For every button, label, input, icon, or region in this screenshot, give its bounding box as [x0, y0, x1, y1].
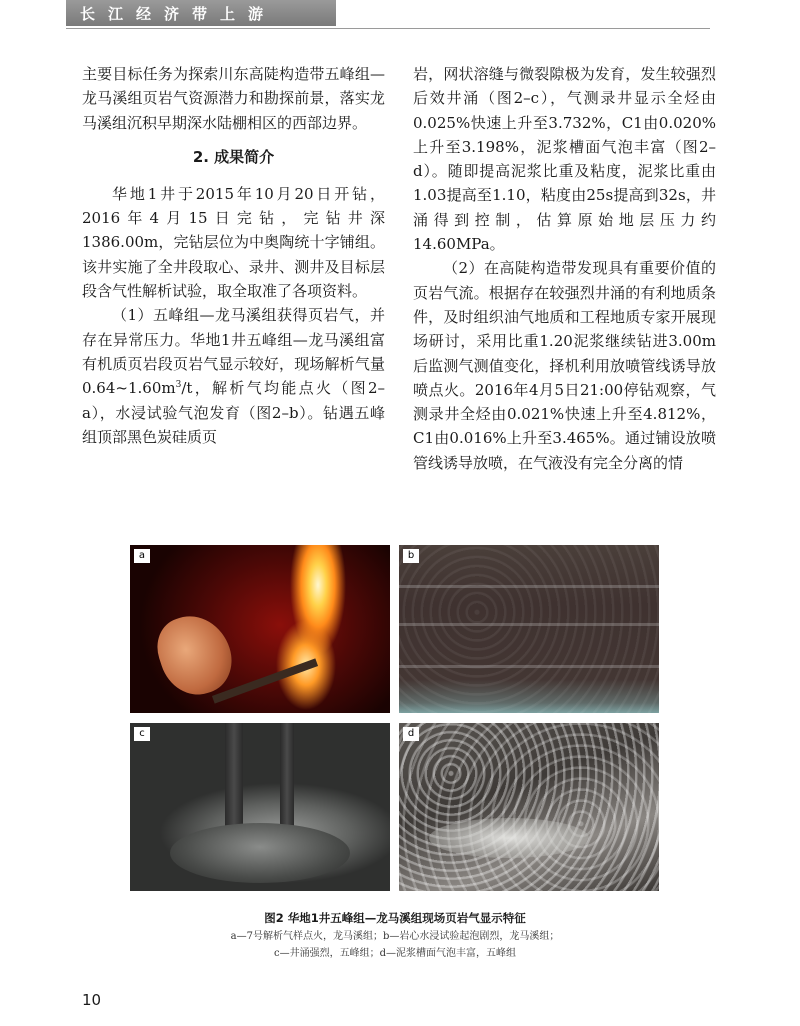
photo-label-a: a	[134, 549, 150, 563]
foam-shape	[429, 818, 589, 858]
photo-label-b: b	[403, 549, 419, 563]
bubble-streak	[399, 623, 659, 626]
running-header-title: 长江经济带上游	[80, 5, 277, 23]
page-number: 10	[82, 991, 102, 1009]
figure-photo-c-well-kick	[130, 723, 390, 891]
paragraph-2-text-start: （1）五峰组—龙马溪组获得页岩气，并存在异常压力。华地1井五峰组—龙马溪组富有机质页岩段页岩气显示较好，现场解析气量0.64~1.60m	[82, 306, 385, 398]
section-heading: 2. 成果简介	[192, 147, 275, 166]
results-paragraph-3: （2）在高陡构造带发现具有重要价值的页岩气流。根据存在较强烈井涌的有利地质条件，及时组织油气地质和工程地质专家开展现场研讨，采用比重1.20泥浆继续钻进3.00m后监测气测值变化，择机利用放喷管线诱导放喷点火。2016年4月5日21:00停钻观察，气测录井全烃由0.021%快速上升至4.812%，C1由0.016%上升至3.465%。通过铺设放喷管线诱导放喷，在气液没有完全分离的情	[413, 259, 716, 472]
figure-caption-line-1: a—7号解析气样点火，龙马溪组；b—岩心水浸试验起泡剧烈，龙马溪组；	[230, 931, 560, 942]
wellhead-shape	[170, 823, 350, 883]
header-rule	[66, 28, 710, 29]
results-paragraph-2	[82, 303, 385, 449]
photo-label-c: c	[134, 727, 150, 741]
paragraph-2-text-end: /t，解析气均能点火（图2–a），水浸试验气泡发育（图2–b）。钻遇五峰组顶部黑色炭硅质页	[82, 379, 385, 446]
intro-paragraph: 主要目标任务为探索川东高陡构造带五峰组—龙马溪组页岩气资源潜力和勘探前景，落实龙马溪组沉积早期深水陆棚相区的西部边界。	[82, 65, 385, 132]
figure-caption-title: 图2 华地1井五峰组—龙马溪组现场页岩气显示特征	[264, 911, 526, 925]
figure-photo-b-core-bubbles	[399, 545, 659, 713]
right-text-column	[413, 62, 716, 475]
results-paragraph-1: 华地1井于2015年10月20日开钻，2016年4月15日完钻，完钻井深1386.00m，完钻层位为中奥陶统十字铺组。该井实施了全井段取心、录井、测井及目标层段含气性解析试验，取全取准了各项资料。	[82, 184, 385, 301]
continued-paragraph: 岩，网状溶缝与微裂隙极为发育，发生较强烈后效井涌（图2–c），气测录井显示全烃由0.025%快速上升至3.732%，C1由0.020%上升至3.198%，泥浆槽面气泡丰富（图2–d）。随即提高泥浆比重及粘度，泥浆比重由1.03提高至1.10，粘度由25s提高到32s，井涌得到控制，估算原始地层压力约14.60MPa。	[413, 65, 716, 254]
bubble-streak	[399, 585, 659, 588]
tree-trunk-shape	[280, 723, 294, 833]
bubble-streak	[399, 665, 659, 668]
photo-label-d: d	[403, 727, 419, 741]
figure-photo-a-gas-ignition	[130, 545, 390, 713]
figure-photo-d-mud-bubbles	[399, 723, 659, 891]
left-text-column	[82, 62, 385, 449]
cubic-superscript: 3	[175, 380, 182, 391]
figure-caption-line-2: c—井涌强烈，五峰组；d—泥浆槽面气泡丰富，五峰组	[273, 948, 516, 959]
tree-trunk-shape	[225, 723, 243, 833]
hand-shape	[149, 606, 240, 704]
